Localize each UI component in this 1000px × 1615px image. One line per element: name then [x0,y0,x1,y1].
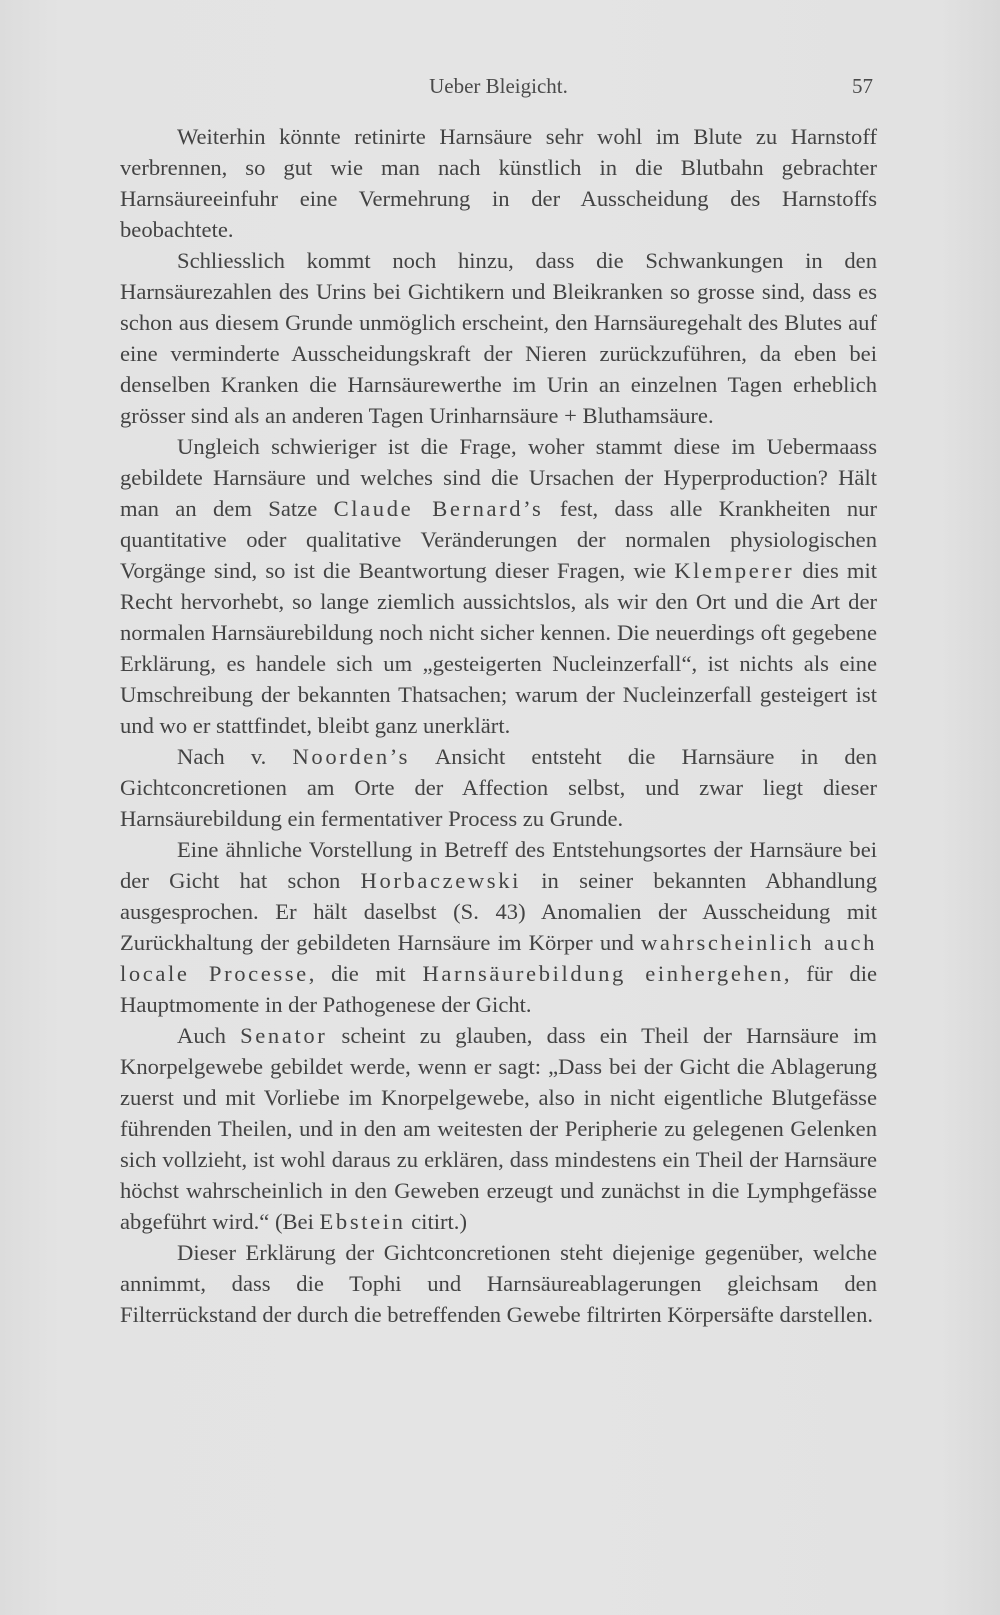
emphasized-text: wahrscheinlich auch locale Processe [120,930,877,986]
author-name: Ebstein [319,1209,406,1234]
author-name: Horbaczewski [360,868,521,893]
author-name: Senator [240,1023,328,1048]
emphasized-text: Harnsäurebildung einhergehen [422,961,784,986]
text-segment: Ungleich schwieriger ist die Frage, woher stammt diese im Uebermaass gebildete Harnsäure und welches sind die Ursachen der Hyperproduction? Hält man an dem Satze [120,434,877,521]
text-segment: Nach v. [177,744,293,769]
text-segment: Eine ähnliche Vorstellung in Betreff des Entstehungsortes der Harnsäure bei der Gicht hat schon [120,837,877,893]
text-segment: Schliesslich kommt noch hinzu, dass die Schwankungen in den Harnsäurezahlen des Urins bei Gichtikern und Bleikranken so grosse sind, dass es schon aus diesem Grunde unmöglich erscheint, den Harnsäuregehalt des Blutes auf eine verminderte Ausscheidungskraft der Nieren zurückzuführen, da eben bei denselben Kranken die Harnsäurewerthe im Urin an einzelnen Tagen erheblich grösser sind als an anderen Tagen Urinharnsäure + Bluthamsäure. [120,248,877,428]
text-segment: in seiner bekannten Abhandlung ausgesprochen. Er hält daselbst (S. 43) Anomalien der Ausscheidung mit Zurückhaltung der gebildeten Harnsäure im Körper und [120,868,877,955]
text-segment: Dieser Erklärung der Gichtconcretionen steht diejenige gegenüber, welche annimmt, dass die Tophi und Harnsäureablagerungen gleichsam den Filterrückstand der durch die betreffenden Gewebe filtrirten Körpersäfte darstellen. [120,1240,877,1327]
author-name: Noorden’s [292,744,411,769]
paragraph [120,431,877,741]
text-segment: citirt.) [405,1209,467,1234]
paragraph [120,245,877,431]
paragraph [120,741,877,834]
text-segment: , die mit [308,961,423,986]
running-title: Ueber Bleigicht. [429,74,568,98]
text-segment: fest, dass alle Krankheiten nur quantitative oder qualitative Veränderungen der normalen physiologischen Vorgänge sind, so ist die Beantwortung dieser Fragen, wie [120,496,877,583]
paragraph [120,1020,877,1237]
text-segment: Ansicht entsteht die Harnsäure in den Gichtconcretionen am Orte der Affection selbst, und zwar liegt dieser Harnsäurebildung ein fermentativer Process zu Grunde. [120,744,877,831]
page-header [120,74,877,106]
text-segment: scheint zu glauben, dass ein Theil der Harnsäure im Knorpelgewebe gebildet werde, wenn er sagt: „Dass bei der Gicht die Ablagerung zuerst und mit Vorliebe im Knorpelgewebe, also in nicht eigentliche Blutgefässe führenden Theilen, und in den am weitesten der Peripherie zu gelegenen Gelenken sich vollzieht, ist wohl daraus zu erklären, dass mindestens ein Theil der Harnsäure höchst wahrscheinlich in den Geweben erzeugt und zunächst in die Lymphgefässe abgeführt wird.“ (Bei [120,1023,877,1234]
author-name: Klemperer [674,558,795,583]
paragraph [120,121,877,245]
page-number: 57 [852,74,873,98]
text-segment: Weiterhin könnte retinirte Harnsäure sehr wohl im Blute zu Harnstoff verbrennen, so gut wie man nach künstlich in die Blutbahn gebrachter Harnsäureeinfuhr eine Vermehrung in der Ausscheidung des Harnstoffs beobachtete. [120,124,877,242]
text-segment: , für die Hauptmomente in der Pathogenese der Gicht. [120,961,878,1017]
body-text [120,121,877,1330]
paragraph [120,834,877,1020]
text-segment: Auch [177,1023,241,1048]
text-segment: dies mit Recht hervorhebt, so lange ziemlich aussichtslos, als wir den Ort und die Art der normalen Harnsäurebildung noch nicht sicher kennen. Die neuerdings oft gegebene Erklärung, es handele sich um „gesteigerten Nucleinzerfall“, ist nichts als eine Umschreibung der bekannten Thatsachen; warum der Nucleinzerfall gesteigert ist und wo er stattfindet, bleibt ganz unerklärt. [120,558,877,738]
author-name: Claude Bernard’s [333,496,544,521]
paragraph [120,1237,877,1330]
